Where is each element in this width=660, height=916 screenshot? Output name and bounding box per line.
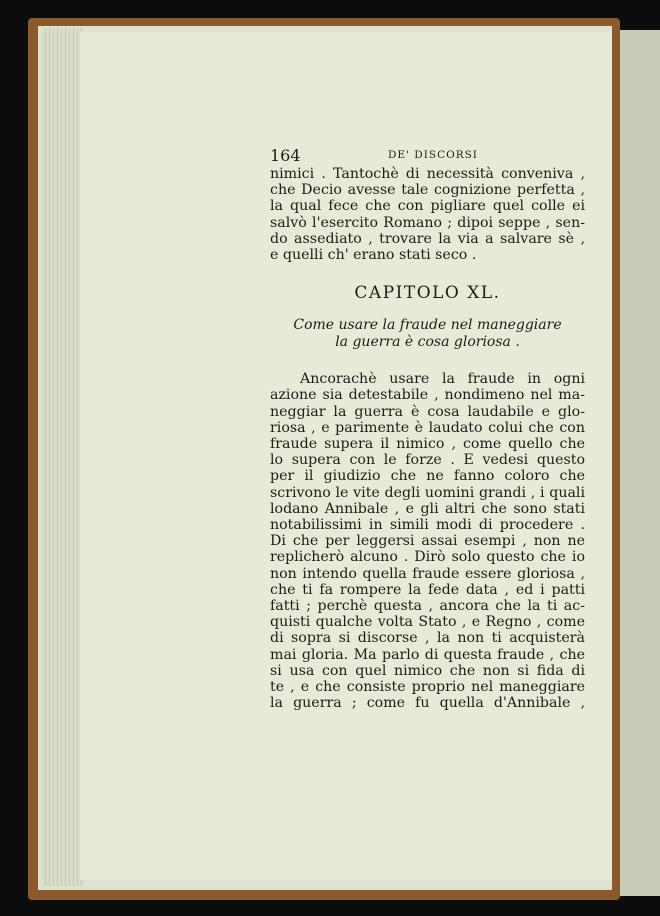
text-line: Di che per leggersi assai esempi , non ne [270,533,585,550]
subtitle-line: la guerra è cosa gloriosa . [335,334,520,351]
text-line: fatti ; perchè questa , ancora che la ti ac- [270,598,585,615]
text-line: di sopra si discorse , la non ti acquisterà [270,630,585,647]
text-line: mai gloria. Ma parlo di questa fraude , che [270,646,585,663]
text-line: riosa , e parimente è laudato colui che con [270,419,585,436]
text-line: per il giudizio che ne fanno coloro che [270,468,585,485]
text-line: salvò l'esercito Romano ; dipoi seppe , sen- [270,214,585,231]
text-line: neggiar la guerra è cosa laudabile e glo- [270,403,585,420]
page-number: 164 [270,146,301,165]
chapter-title: CAPITOLO XL. [354,283,501,304]
text-line: notabilissimi in simili modi di procedere . [270,517,585,534]
text-line: si usa con quel nimico che non si fida di [270,662,585,679]
page-fore-edge [42,28,82,886]
page-text [270,146,585,711]
text-line: la guerra ; come fu quella d'Annibale , [270,695,585,712]
text-line: azione sia detestabile , nondimeno nel ma- [270,387,585,404]
page-header [270,146,585,166]
text-line: quisti qualche volta Stato , e Regno , come [270,614,585,631]
intro-paragraph [270,166,585,263]
text-line: nimici . Tantochè di necessità conveniva , [270,166,585,182]
text-line: replicherò alcuno . Dirò solo questo che io [270,549,585,566]
body-paragraph [270,371,585,711]
running-title: DE' DISCORSI [388,149,478,161]
text-line: non intendo quella fraude essere gloriosa , [270,565,585,582]
text-line: che Decio avesse tale cognizione perfetta , [270,182,585,199]
text-line: la qual fece che con pigliare quel colle ei [270,198,585,215]
text-line: Ancorachè usare la fraude in ogni [300,371,585,388]
subtitle-line: Come usare la fraude nel maneggiare [293,317,562,334]
text-line: che ti fa rompere la fede data , ed i patti [270,581,585,598]
text-line: scrivono le vite degli uomini grandi , i quali [270,484,585,501]
text-line: te , e che consiste proprio nel maneggiare [270,679,585,696]
chapter-subtitle [270,317,585,351]
text-line: fraude supera il nimico , come quello che [270,436,585,453]
text-line: do assediato , trovare la via a salvare sè , [270,230,585,247]
text-line: e quelli ch' erano stati seco . [270,247,477,264]
text-line: lo supera con le forze . E vedesi questo [270,452,585,469]
text-line: lodano Annibale , e gli altri che sono stati [270,500,585,517]
